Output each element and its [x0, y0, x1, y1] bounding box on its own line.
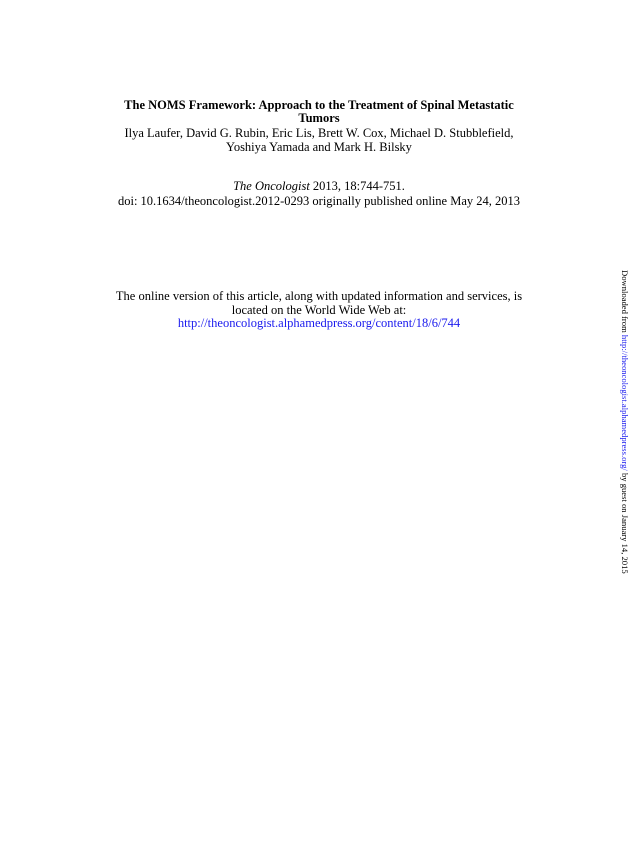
citation-issue: 2013, 18:744-751.	[309, 179, 405, 193]
title-line-1: The NOMS Framework: Approach to the Treatment of Spinal Metastatic	[124, 98, 514, 112]
online-url-line	[0, 317, 638, 331]
online-line-1: The online version of this article, along with updated information and services, is	[115, 289, 523, 303]
side-note-prefix: Downloaded from	[620, 270, 630, 335]
authors-line-1: Ilya Laufer, David G. Rubin, Eric Lis, Brett W. Cox, Michael D. Stubblefield,	[124, 126, 514, 140]
authors-line-2: Yoshiya Yamada and Mark H. Bilsky	[226, 140, 412, 154]
title-line-2: Tumors	[298, 111, 340, 125]
download-watermark	[618, 270, 632, 588]
citation-journal-line	[0, 179, 638, 194]
citation	[0, 179, 638, 209]
side-note-url-link[interactable]: http://theoncologist.alphamedpress.org/	[620, 334, 630, 471]
online-line-2: located on the World Wide Web at:	[231, 302, 407, 317]
author-list	[0, 126, 638, 154]
article-url-link[interactable]: http://theoncologist.alphamedpress.org/content/18/6/744	[177, 316, 461, 330]
side-note-suffix: by guest on January 14, 2015	[620, 470, 630, 574]
doi-line: doi: 10.1634/theoncologist.2012-0293 originally published online May 24, 2013	[117, 194, 521, 208]
journal-name: The Oncologist	[233, 179, 310, 193]
online-version-notice	[0, 290, 638, 331]
article-title	[0, 99, 638, 125]
